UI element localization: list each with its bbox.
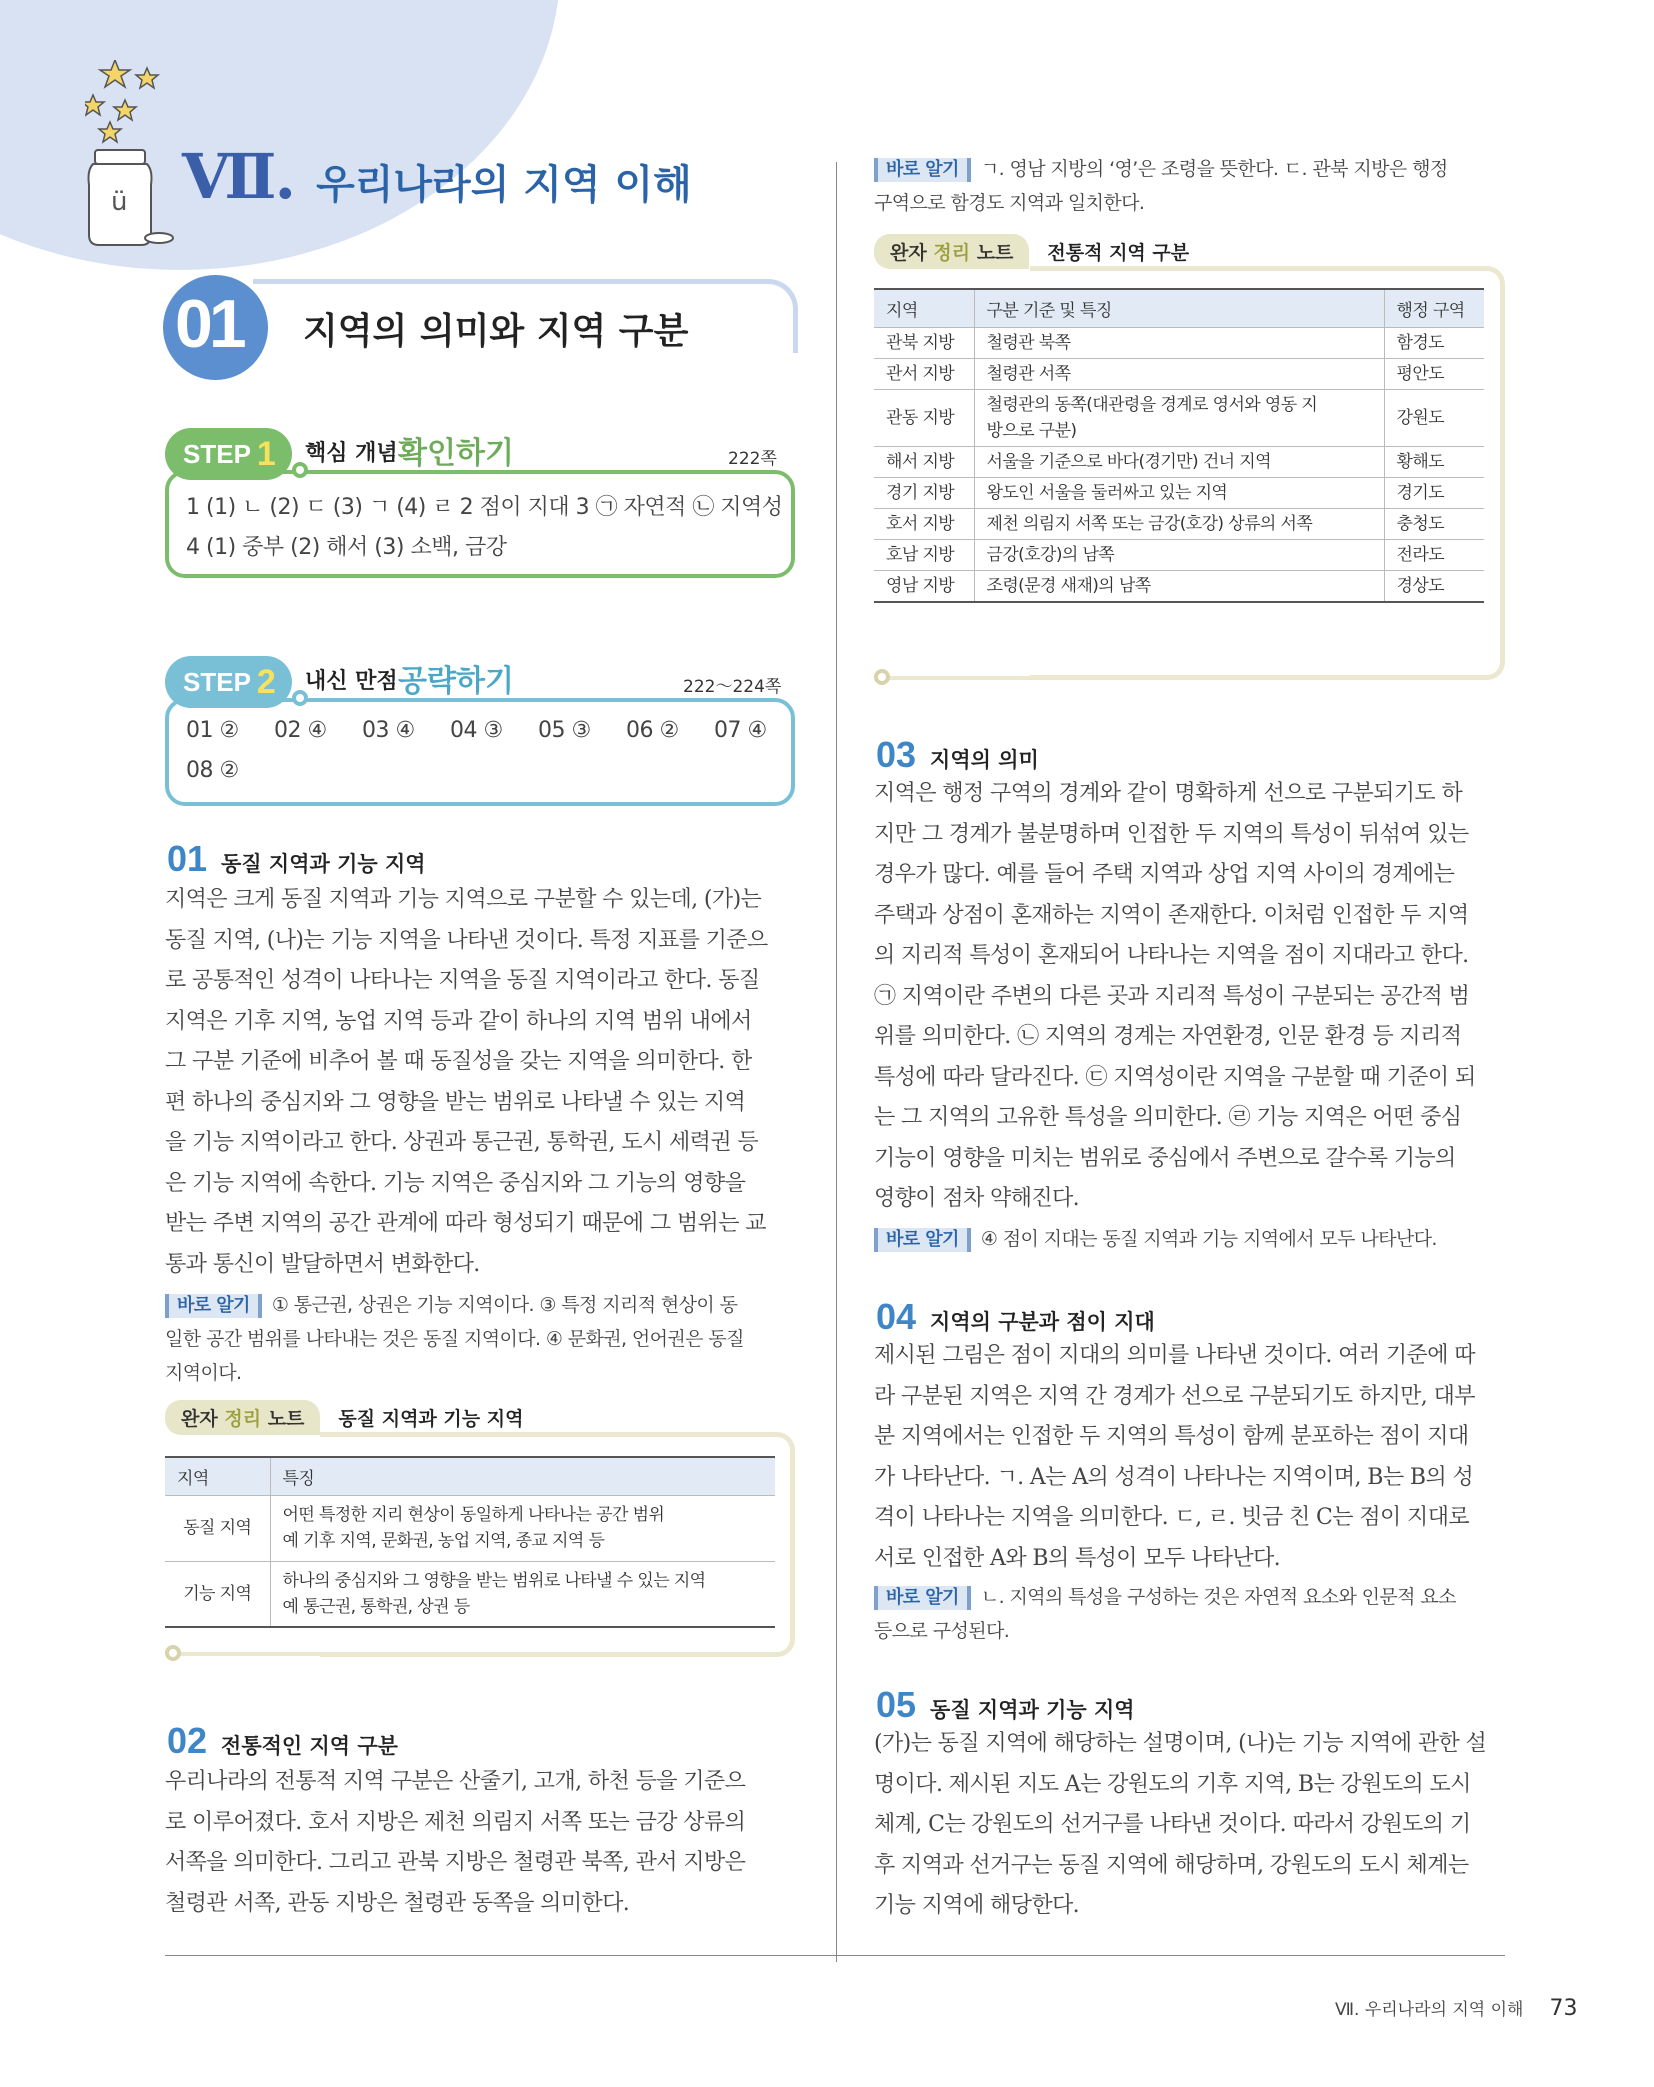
answer-item: 03 ④ <box>362 718 415 743</box>
wnote2-baseline <box>884 676 1064 680</box>
q01-header <box>167 838 426 880</box>
table-row: 영남 지방 조령(문경 새재)의 남쪽 경상도 <box>874 570 1484 602</box>
wnote1-header <box>165 1400 523 1435</box>
step2-label: STEP 2 <box>165 656 292 708</box>
q03-note: 바로 알기 ④ 점이 지대는 동질 지역과 기능 지역에서 모두 나타난다. <box>874 1222 1506 1256</box>
q01-note: 바로 알기 ① 통근권, 상권은 기능 지역이다. ③ 특정 지리적 현상이 동 일한 공간 범위를 나타내는 것은 동질 지역이다. ④ 문화권, 언어권은 동질 지역이다. <box>165 1294 744 1384</box>
table-header: 행정 구역 <box>1384 289 1484 327</box>
step1-title-b: 확인하기 <box>398 436 514 471</box>
answer-item: 05 ③ <box>538 718 591 743</box>
q05-header <box>876 1684 1135 1726</box>
table-header: 구분 기준 및 특징 <box>974 289 1384 327</box>
quick-check-badge: 바로 알기 <box>874 158 971 182</box>
q01-title: 동질 지역과 기능 지역 <box>221 852 426 876</box>
table-header: 특징 <box>270 1457 775 1495</box>
step1-page: 222쪽 <box>728 449 777 469</box>
wnote1-baseline <box>175 1652 355 1656</box>
chapter-number: Ⅶ. <box>182 140 295 213</box>
wnote2-tab: 완자 정리 노트 <box>874 234 1029 269</box>
q04-title: 지역의 구분과 점이 지대 <box>930 1310 1155 1334</box>
q04-number: 04 <box>876 1296 917 1337</box>
step1-line1: 1 (1) ㄴ (2) ㄷ (3) ㄱ (4) ㄹ 2 점이 지대 3 ㉠ 자연적 ㉡ 지역성 <box>186 495 783 520</box>
step1-title-a: 핵심 개념 <box>305 441 398 466</box>
wnote1-table <box>165 1456 775 1628</box>
chapter-title <box>182 140 692 213</box>
quick-check-badge: 바로 알기 <box>874 1228 971 1252</box>
q03-number: 03 <box>876 734 917 775</box>
wnote2-table <box>874 288 1484 603</box>
table-row: 해서 지방 서울을 기준으로 바다(경기만) 건너 지역 황해도 <box>874 446 1484 477</box>
table-row: 관북 지방 철령관 북쪽 함경도 <box>874 327 1484 358</box>
page-number: 73 <box>1549 1996 1578 2021</box>
step2-title-a: 내신 만점 <box>305 669 398 694</box>
wnote1-dot <box>165 1645 181 1661</box>
bottom-rule <box>165 1955 1505 1956</box>
q03-header <box>876 734 1039 776</box>
table-row: 호서 지방 제천 의림지 서쪽 또는 금강(호강) 상류의 서쪽 충청도 <box>874 508 1484 539</box>
q02-number: 02 <box>167 1720 208 1761</box>
q01-number: 01 <box>167 838 208 879</box>
section-header <box>163 275 798 380</box>
q04-note: 바로 알기 ㄴ. 지역의 특성을 구성하는 것은 자연적 요소와 인문적 요소 등으로 구성된다. <box>874 1586 1456 1642</box>
q03-text: 지역은 행정 구역의 경계와 같이 명확하게 선으로 구분되기도 하 지만 그 경계가 불분명하며 인접한 두 지역의 특성이 뒤섞여 있는 경우가 많다. 예를 들어 주택 지역과 상업 지역 사이의 경계에는 주택과 상점이 혼재하는 지역이 존재한다. 이처럼 인접한 두 지역 의 지리적 특성이 혼재되어 나타나는 지역을 점이 지대라고 한다. ㉠ 지역이란 주변의 다른 곳과 지리적 특성이 구분되는 공간적 범 위를 의미한다. ㉡ 지역의 경계는 자연환경, 인문 환경 등 지리적 특성에 따라 달라진다. ㉢ 지역성이란 지역을 구분할 때 기준이 되 는 그 지역의 고유한 특성을 의미한다. ㉣ 기능 지역은 어떤 중심 기능이 영향을 미치는 범위로 중심에서 주변으로 갈수록 기능의 영향이 점차 약해진다. <box>874 781 1476 1211</box>
step1-line2: 4 (1) 중부 (2) 해서 (3) 소백, 금강 <box>186 535 507 560</box>
q05-title: 동질 지역과 기능 지역 <box>930 1698 1135 1722</box>
star-jar-icon <box>85 60 175 250</box>
footer-chapter: Ⅶ. 우리나라의 지역 이해 <box>1335 2000 1524 2020</box>
step2-answers <box>186 718 774 743</box>
step1-box <box>165 470 795 578</box>
q03-title: 지역의 의미 <box>930 748 1039 772</box>
q04-text: 제시된 그림은 점이 지대의 의미를 나타낸 것이다. 여러 기준에 따 라 구분된 지역은 지역 간 경계가 선으로 구분되기도 하지만, 대부 분 지역에서는 인접한 두 지역의 특성이 함께 분포하는 점이 지대 가 나타난다. ㄱ. A는 A의 성격이 나타나는 지역이며, B는 B의 성 격이 나타나는 지역을 의미한다. ㄷ, ㄹ. 빗금 친 C는 점이 지대로 서로 인접한 A와 B의 특성이 모두 나타난다. <box>874 1343 1475 1571</box>
step2-box <box>165 698 795 806</box>
table-header: 지역 <box>874 289 974 327</box>
quick-check-badge: 바로 알기 <box>874 1586 971 1610</box>
wnote2-dot <box>874 669 890 685</box>
step2-title-b: 공략하기 <box>398 664 514 699</box>
section-title: 지역의 의미와 지역 구분 <box>303 311 689 352</box>
quick-check-badge: 바로 알기 <box>165 1294 262 1318</box>
q02-text: 우리나라의 전통적 지역 구분은 산줄기, 고개, 하천 등을 기준으 로 이루어졌다. 호서 지방은 제천 의림지 서쪽 또는 금강 상류의 서쪽을 의미한다. 그리고 관북 지방은 철령관 북쪽, 관서 지방은 철령관 서쪽, 관동 지방은 철령관 동쪽을 의미한다. <box>165 1769 746 1916</box>
table-row: 호남 지방 금강(호강)의 남쪽 전라도 <box>874 539 1484 570</box>
table-row: 관서 지방 철령관 서쪽 평안도 <box>874 358 1484 389</box>
answer-item: 02 ④ <box>274 718 327 743</box>
answer-item: 06 ② <box>626 718 679 743</box>
wnote1-tab: 완자 정리 노트 <box>165 1400 320 1435</box>
wnote2-header <box>874 234 1189 269</box>
q05-text: (가)는 동질 지역에 해당하는 설명이며, (나)는 기능 지역에 관한 설 명이다. 제시된 지도 A는 강원도의 기후 지역, B는 강원도의 도시 체계, C는 강원도의 선거구를 나타낸 것이다. 따라서 강원도의 기 후 지역과 선거구는 동질 지역에 해당하며, 강원도의 도시 체계는 기능 지역에 해당한다. <box>874 1731 1487 1918</box>
table-row: 동질 지역 어떤 특정한 지리 현상이 동일하게 나타나는 공간 범위 예 기후 지역, 문화권, 농업 지역, 종교 지역 등 <box>165 1495 775 1561</box>
wnote2-title: 전통적 지역 구분 <box>1047 242 1190 264</box>
table-row: 경기 지방 왕도인 서울을 둘러싸고 있는 지역 경기도 <box>874 477 1484 508</box>
q02-header <box>167 1720 398 1762</box>
step2-page: 222～224쪽 <box>683 677 782 697</box>
page-footer <box>1335 1995 1577 2021</box>
right-top-note: 바로 알기 ㄱ. 영남 지방의 ‘영’은 조령을 뜻한다. ㄷ. 관북 지방은 행정 구역으로 함경도 지역과 일치한다. <box>874 158 1448 214</box>
answer-item: 07 ④ <box>714 718 767 743</box>
section-number: 01 <box>175 286 243 362</box>
column-divider <box>836 162 837 1962</box>
table-row: 관동 지방 철령관의 동쪽(대관령을 경계로 영서와 영동 지 방으로 구분) 강원도 <box>874 389 1484 446</box>
table-row: 기능 지역 하나의 중심지와 그 영향을 받는 범위로 나타낼 수 있는 지역 예 통근권, 통학권, 상권 등 <box>165 1561 775 1627</box>
table-header: 지역 <box>165 1457 270 1495</box>
step1-label: STEP 1 <box>165 428 292 480</box>
q05-number: 05 <box>876 1684 917 1725</box>
chapter-name: 우리나라의 지역 이해 <box>316 162 692 208</box>
answer-item: 01 ② <box>186 718 239 743</box>
corner-decoration <box>0 0 560 270</box>
q02-title: 전통적인 지역 구분 <box>221 1734 398 1758</box>
svg-text:ü: ü <box>111 187 128 217</box>
wnote1-title: 동질 지역과 기능 지역 <box>338 1408 524 1430</box>
step2-line2: 08 ② <box>186 758 239 783</box>
q04-header <box>876 1296 1155 1338</box>
answer-item: 04 ③ <box>450 718 503 743</box>
q01-text: 지역은 크게 동질 지역과 기능 지역으로 구분할 수 있는데, (가)는 동질 지역, (나)는 기능 지역을 나타낸 것이다. 특정 지표를 기준으 로 공통적인 성격이 나타나는 지역을 동질 지역이라고 한다. 동질 지역은 기후 지역, 농업 지역 등과 같이 하나의 지역 범위 내에서 그 구분 기준에 비추어 볼 때 동질성을 갖는 지역을 의미한다. 한 편 하나의 중심지와 그 영향을 받는 범위로 나타낼 수 있는 지역 을 기능 지역이라고 한다. 상권과 통근권, 통학권, 도시 세력권 등 은 기능 지역에 속한다. 기능 지역은 중심지와 그 기능의 영향을 받는 주변 지역의 공간 관계에 따라 형성되기 때문에 그 범위는 교 통과 통신이 발달하면서 변화한다. <box>165 887 768 1277</box>
